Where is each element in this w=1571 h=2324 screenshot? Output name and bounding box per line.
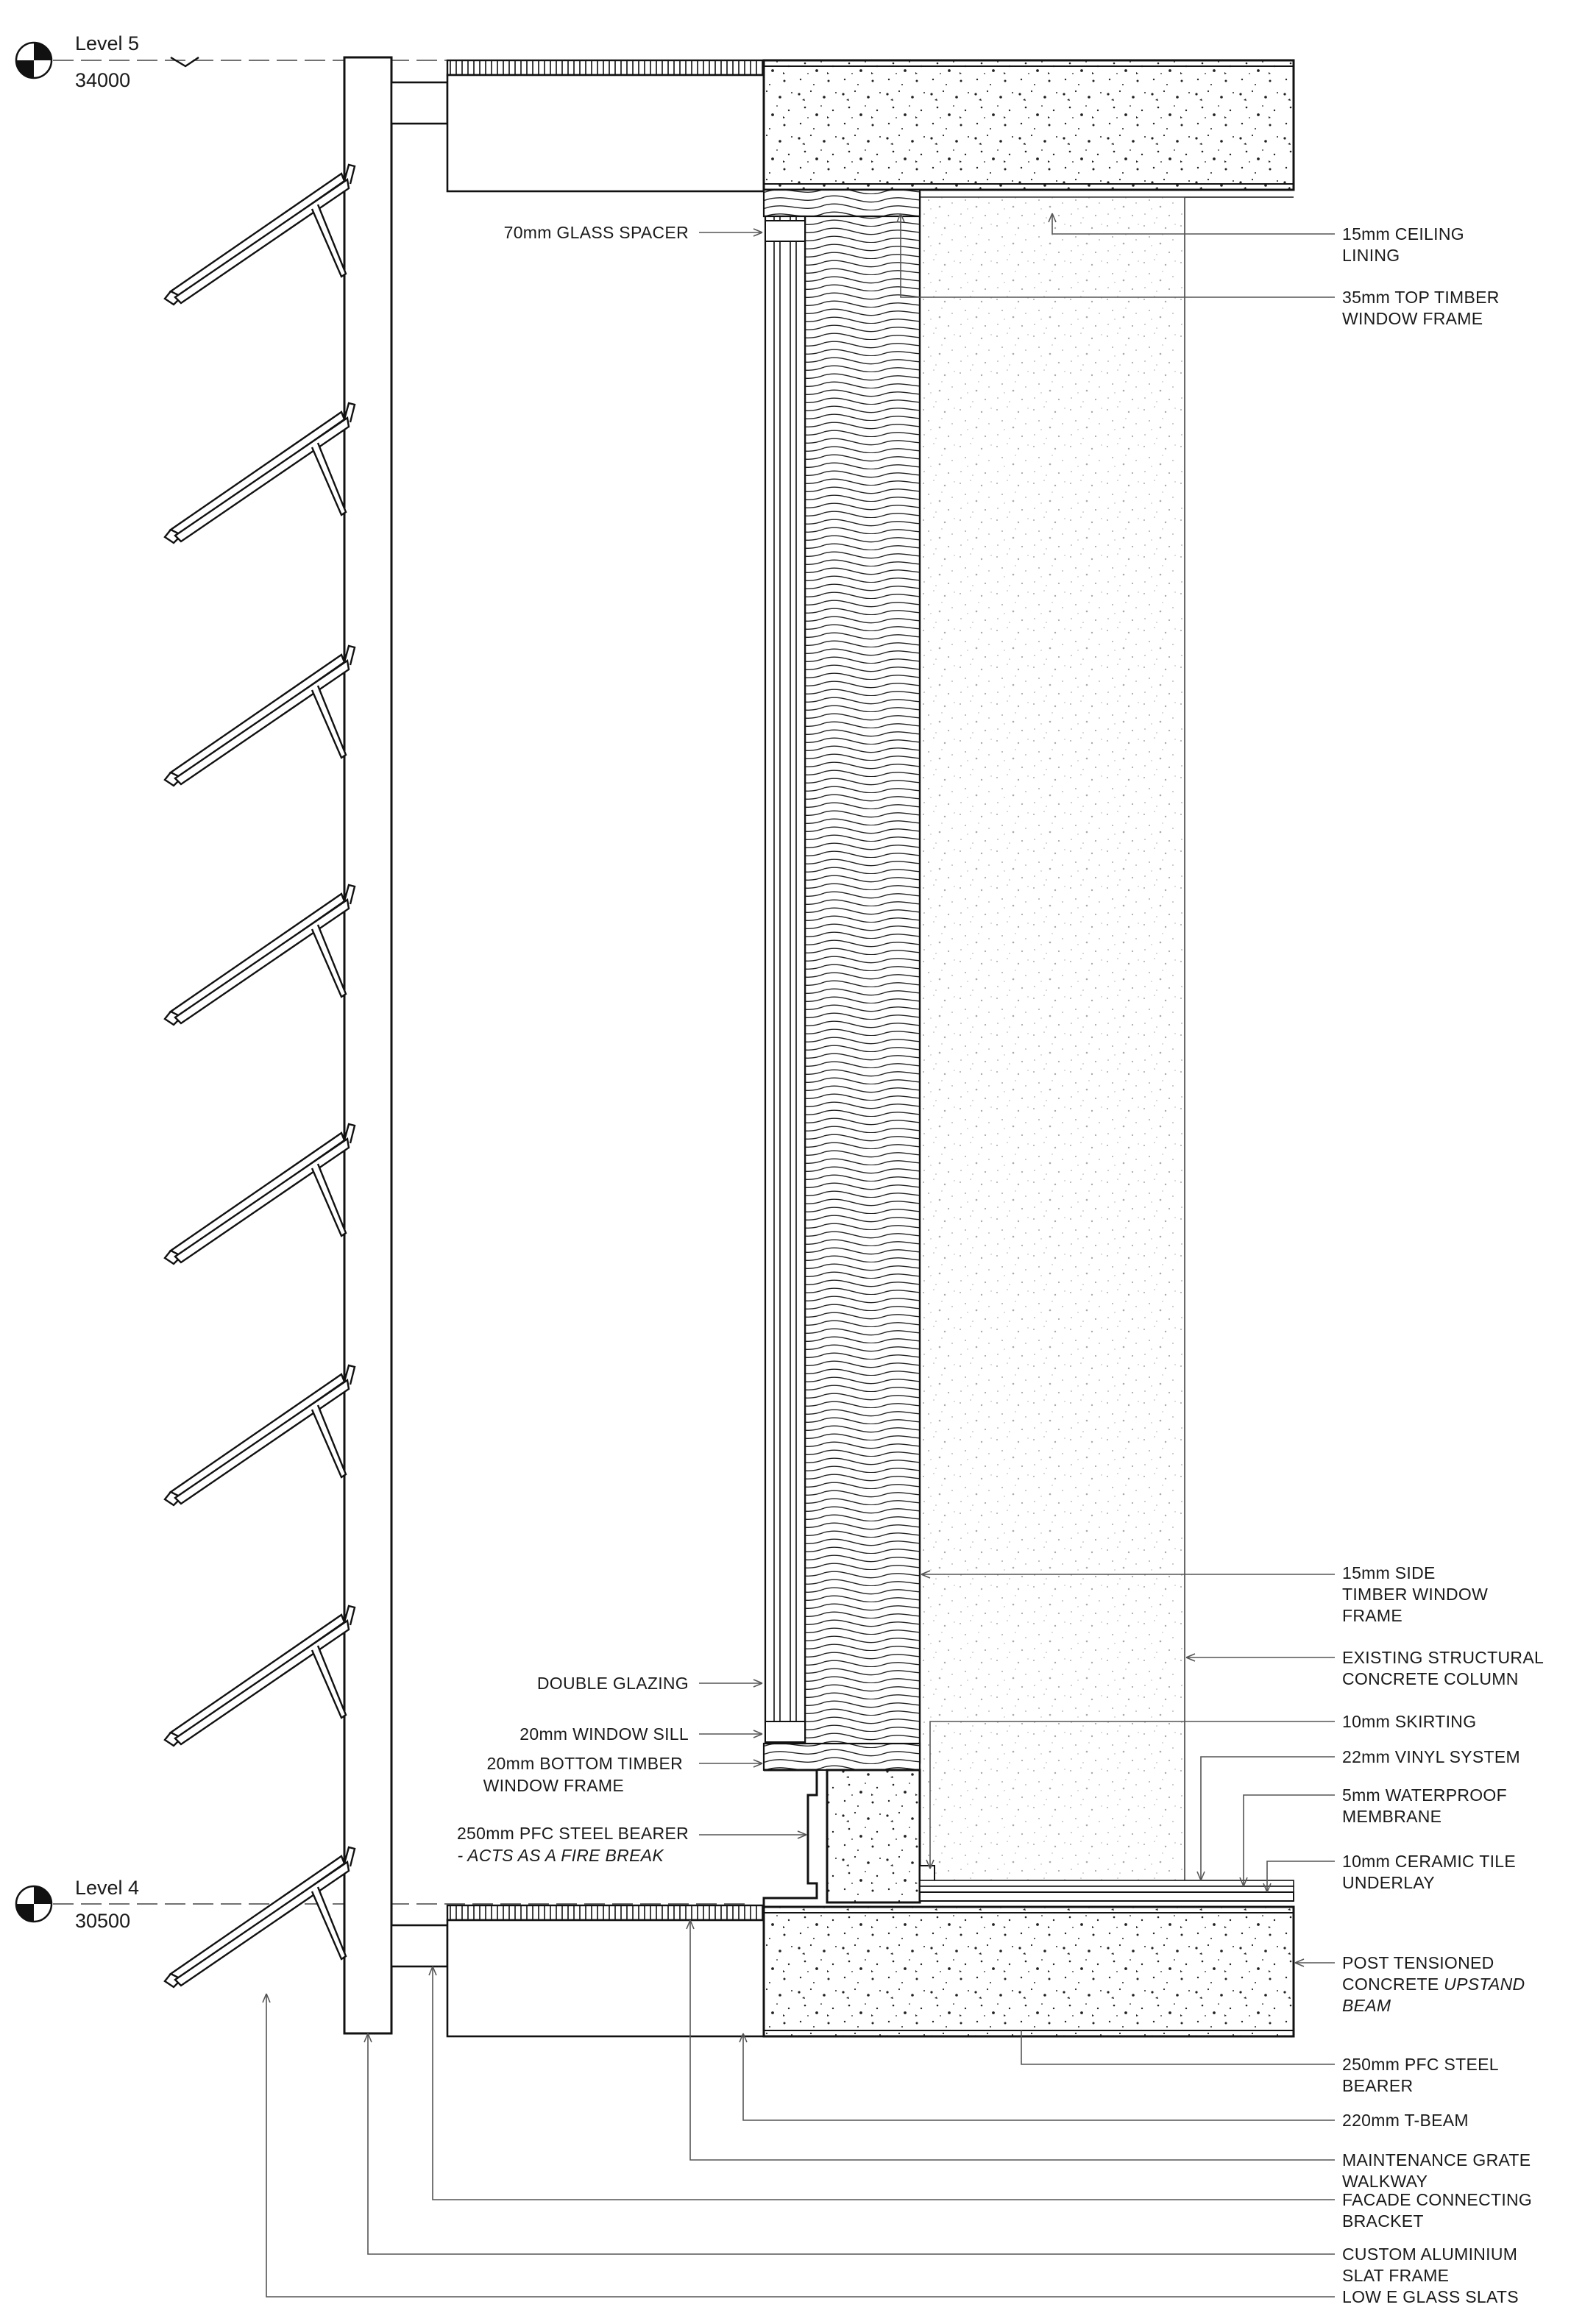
label-side-frame-1: 15mm SIDE: [1342, 1563, 1436, 1582]
label-double-glazing: DOUBLE GLAZING: [536, 1674, 689, 1693]
label-top-frame-2: WINDOW FRAME: [1342, 309, 1483, 328]
aluminium-slat-frame: [344, 57, 391, 2033]
label-grate-walkway-2: WALKWAY: [1342, 2172, 1428, 2191]
label-ceiling-lining-1: 15mm CEILING: [1342, 224, 1464, 244]
level-4-elevation: 30500: [75, 1910, 131, 1932]
left-annotations: [457, 223, 689, 1865]
label-bottom-frame-2: WINDOW FRAME: [483, 1776, 624, 1795]
label-pfc-bearer-right-1: 250mm PFC STEEL: [1342, 2055, 1499, 2074]
label-tile-underlay-2: UNDERLAY: [1342, 1873, 1435, 1892]
level-5-name: Level 5: [75, 32, 140, 54]
double-glazing: [765, 216, 805, 1744]
label-pfc-bearer-2: - ACTS AS A FIRE BREAK: [457, 1846, 664, 1865]
label-window-sill: 20mm WINDOW SILL: [519, 1724, 689, 1744]
label-t-beam: 220mm T-BEAM: [1342, 2111, 1469, 2130]
label-upstand-beam-1: POST TENSIONED: [1342, 1953, 1494, 1972]
label-ceiling-lining-2: LINING: [1342, 246, 1400, 265]
label-slat-frame-1: CUSTOM ALUMINIUM: [1342, 2245, 1518, 2264]
label-top-frame-1: 35mm TOP TIMBER: [1342, 288, 1500, 307]
label-tile-underlay-1: 10mm CERAMIC TILE: [1342, 1852, 1516, 1871]
level-4-name: Level 4: [75, 1877, 140, 1899]
label-glass-slats: LOW E GLASS SLATS: [1342, 2287, 1519, 2306]
glass-slats: [165, 57, 355, 1987]
label-glass-spacer: 70mm GLASS SPACER: [503, 223, 689, 242]
label-side-frame-3: FRAME: [1342, 1606, 1402, 1625]
label-upstand-beam-3: BEAM: [1342, 1996, 1391, 2015]
facade-connecting-brackets: [391, 57, 447, 2033]
label-side-frame-2: TIMBER WINDOW: [1342, 1585, 1489, 1604]
label-pfc-bearer-1: 250mm PFC STEEL BEARER: [456, 1824, 689, 1843]
label-facade-bracket-1: FACADE CONNECTING: [1342, 2190, 1533, 2209]
pfc-steel-bearer: [764, 1770, 920, 1907]
label-grate-walkway-1: MAINTENANCE GRATE: [1342, 2150, 1531, 2170]
level-5-elevation: 34000: [75, 69, 131, 91]
label-facade-bracket-2: BRACKET: [1342, 2211, 1424, 2231]
label-bottom-frame-1: 20mm BOTTOM TIMBER: [486, 1754, 683, 1773]
label-waterproof-2: MEMBRANE: [1342, 1807, 1442, 1826]
label-waterproof-1: 5mm WATERPROOF: [1342, 1785, 1507, 1805]
label-column-2: CONCRETE COLUMN: [1342, 1669, 1519, 1688]
label-pfc-bearer-right-2: BEARER: [1342, 2076, 1414, 2095]
label-upstand-beam-2: CONCRETE UPSTAND: [1342, 1975, 1525, 1994]
label-vinyl: 22mm VINYL SYSTEM: [1342, 1747, 1520, 1766]
right-annotations: [1342, 224, 1544, 2306]
label-slat-frame-2: SLAT FRAME: [1342, 2266, 1450, 2285]
label-skirting: 10mm SKIRTING: [1342, 1712, 1477, 1731]
concrete-column: [920, 197, 1185, 1898]
label-column-1: EXISTING STRUCTURAL: [1342, 1648, 1545, 1667]
